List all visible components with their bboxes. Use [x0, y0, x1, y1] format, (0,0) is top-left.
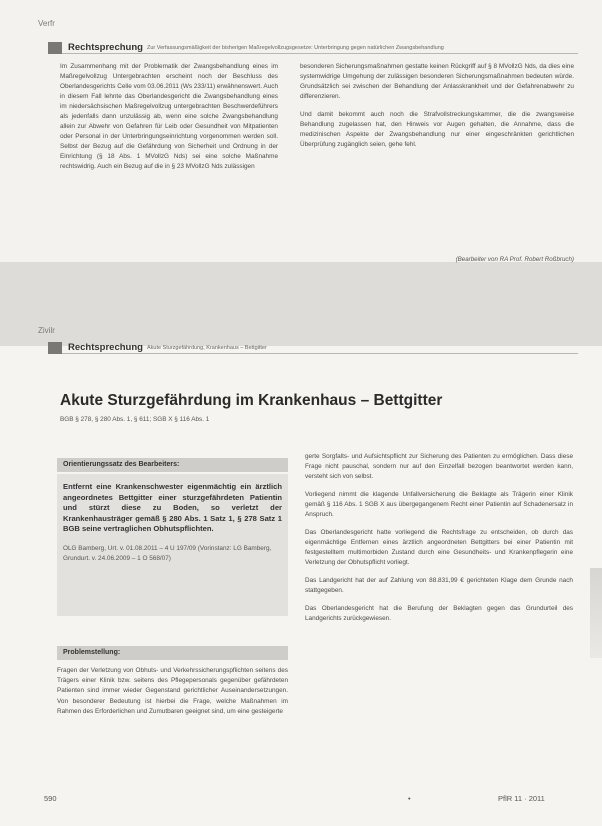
paragraph: gerte Sorgfalts- und Aufsichtspflicht zur Sicherung des Patienten zu ermöglichen. Dass diese Frage nicht pauschal, sondern nur auf den Einzelfall bezogen beantwortet werden kann, versteht sich von selbst. — [305, 453, 573, 480]
bottom-right-column — [305, 452, 573, 632]
paragraph: Im Zusammenhang mit der Problematik der Zwangsbehandlung eines im Maßregelvollzug Untergebrachten erscheint noch der Beschluss des Oberlandesgerichts Celle vom 03.06.2011 (Ws 233/11) erwähnenswert. Auch in diesem Fall lehnte das Oberlandesgericht die Zwangsbehandlung eines im niedersächsischen Maßregelvollzug untergebrachten Beschwerdeführers als jedenfalls dann unzulässig ab, wenn eine solche Zwangsbehandlung allein zur Abwehr von Gefahren für Leib oder Gesundheit von Mitpatienten oder Personal in der Unterbringungseinrichtung vorgenommen werden soll. Selbst der Bezug auf die Gefährdung von Sicherheit und Ordnung in der Einrichtung (§ 18 Abs. 1 MVollzG Nds) sei eine solche Maßnahme rechtswidrig. Auch ein Bezug auf die in § 23 MVollzG Nds zulässigen — [60, 63, 278, 170]
problem-text: Fragen der Verletzung von Obhuts- und Verkehrssicherungspflichten seitens des Trägers einer Klinik bzw. seitens des Pflegepersonals gegenüber gefährdeten Patienten sind immer wieder Gegenstand gerichtlicher Auseinandersetzungen. Von besonderer Bedeutung ist hierbei die Frage, welche Maßnahmen im Rahmen des Erforderlichen und Zumutbaren geeignet sind, um eine gesteigerte — [57, 667, 288, 715]
paragraph: Und damit bekommt auch noch die Strafvollstreckungskammer, die die zwangsweise Behandlung zugelassen hat, den Hinweis vor Augen gehalten, die Annahme, dass die medizinischen Aspekte der Zwangsbehandlung nur einer eingeschränkten gerichtlichen Überprüfung zugänglich seien, gehe fehl. — [300, 111, 574, 148]
footer-bullet: • — [408, 794, 411, 803]
legal-citation: BGB § 278, § 280 Abs. 1, § 611; SGB X § 116 Abs. 1 — [60, 416, 210, 423]
orientation-box — [57, 474, 288, 616]
rubric-header-bottom — [48, 342, 578, 354]
rubric-header-top — [48, 42, 578, 54]
rubric-title: Rechtsprechung — [68, 42, 143, 53]
paragraph: Das Landgericht hat der auf Zahlung von 88.831,99 € gerichteten Klage dem Grunde nach stattgegeben. — [305, 577, 573, 594]
page-edge-shadow — [590, 568, 602, 658]
paragraph: Das Oberlandesgericht hat die Berufung der Beklagten gegen das Grundurteil des Landgerichts zurückgewiesen. — [305, 605, 573, 622]
orientation-lead: Entfernt eine Krankenschwester eigenmächtig ein ärztlich angeordnetes Bettgitter einer sturzgefährdeten Patientin und stürzt diese zu Boden, so verletzt der Krankenhausträger gemäß § 280 Abs. 1 Satz 1, § 278 Satz 1 BGB seine vertraglichen Obhutspflichten. — [63, 482, 282, 533]
page-number: 590 — [44, 794, 57, 803]
paragraph: besonderen Sicherungsmaßnahmen gestatte keinen Rückgriff auf § 8 MVollzG Nds, da dies eine systemwidrige Umgehung der zulässigen besonderen Sicherungsmaßnahmen bedeuten würde. Grundsätzlich sei zwischen der Behandlung der Anlasskrankheit und der Gefahrenabwehr zu differenzieren. — [300, 63, 574, 100]
rubric-subtitle: Akute Sturzgefährdung, Krankenhaus – Bettgitter — [146, 344, 267, 351]
article-title: Akute Sturzgefährdung im Krankenhaus – Bettgitter — [60, 392, 443, 409]
orientation-heading: Orientierungssatz des Bearbeiters: — [57, 458, 288, 472]
rubric-title: Rechtsprechung — [68, 342, 143, 353]
section-separator-band — [0, 262, 602, 346]
section-tag-bottom: Zivilr — [38, 326, 55, 335]
top-right-column — [300, 62, 574, 158]
rubric-square-icon — [48, 42, 62, 54]
paragraph: Vorliegend nimmt die klagende Unfallversicherung die Beklagte als Trägerin einer Klinik gemäß § 116 Abs. 1 SGB X aus übergegangenem Recht einer Patientin auf Schadenersatz in Anspruch. — [305, 491, 573, 518]
rubric-subtitle: Zur Verfassungsmäßigkeit der bisherigen Maßregelvollzugsgesetze: Unterbringung gegen natürlichen Zwangsbehandlung — [146, 44, 444, 51]
paragraph: Das Oberlandesgericht hatte vorliegend die Rechtsfrage zu entscheiden, ob durch das eigenmächtige Entfernen eines ärztlich angeordneten Bettgitters bei einer Patientin mit festgestelltem multimorbiden Zustand durch eine Gesundheits- und Krankenpflegerin eine Verletzung der Obhutspflicht vorliegt. — [305, 529, 573, 566]
editor-signature: (Bearbeiter von RA Prof. Robert Roßbruch) — [455, 256, 574, 263]
section-tag-top: Verfr — [38, 19, 55, 28]
rubric-square-icon — [48, 342, 62, 354]
top-left-column — [60, 62, 278, 180]
journal-issue: PflR 11 · 2011 — [498, 794, 545, 803]
problem-heading: Problemstellung: — [57, 646, 288, 660]
court-reference: OLG Bamberg, Urt. v. 01.08.2011 – 4 U 197/09 (Vorinstanz: LG Bamberg, Grundurt. v. 24.06.2009 – 1 O 568/07) — [63, 544, 272, 562]
